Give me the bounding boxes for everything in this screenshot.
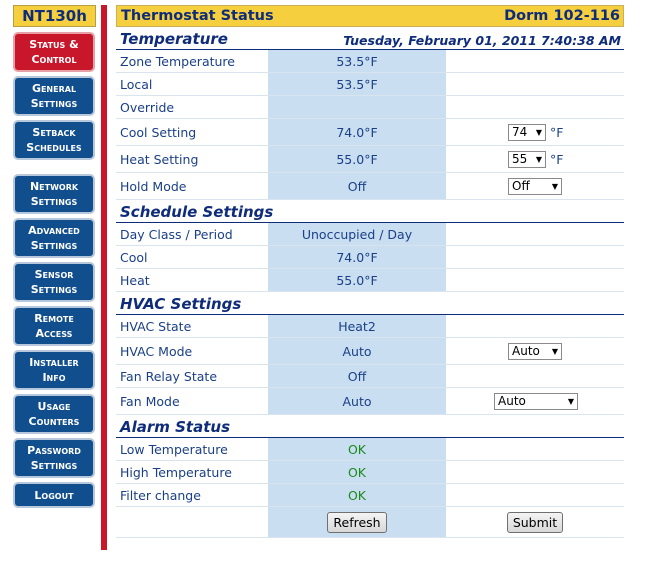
unit-label: °F	[550, 124, 564, 140]
row-value	[268, 96, 446, 118]
row-value: Off	[268, 365, 446, 387]
row-label: Heat Setting	[120, 151, 199, 167]
dropdown-arrow-icon: ▼	[535, 154, 542, 164]
row-value: Off	[268, 173, 446, 199]
refresh-button[interactable]: Refresh	[327, 512, 386, 533]
row-control	[446, 269, 624, 291]
submit-button[interactable]: Submit	[507, 512, 563, 533]
row-override	[116, 96, 624, 119]
row-cool-setting	[116, 119, 624, 146]
row-label: Filter change	[120, 487, 201, 503]
row-label: HVAC State	[120, 318, 192, 334]
row-hvac-state	[116, 315, 624, 338]
nav-label: Status & Control	[29, 38, 79, 66]
nav-label: Setback Schedules	[26, 126, 82, 154]
row-day-class	[116, 223, 624, 246]
row-label: Day Class / Period	[120, 226, 233, 242]
main-panel	[116, 5, 624, 538]
nav-usage-counters[interactable]	[13, 394, 95, 434]
unit-label: °F	[550, 151, 564, 167]
row-label: High Temperature	[120, 464, 232, 480]
nav-label: General Settings	[30, 82, 78, 110]
nav-logout[interactable]	[13, 482, 95, 508]
select-value: Auto	[512, 344, 540, 358]
nav-general-settings[interactable]	[13, 76, 95, 116]
row-label: Fan Relay State	[120, 368, 218, 384]
nav-label: Usage Counters	[28, 400, 80, 428]
dropdown-arrow-icon: ▼	[567, 396, 574, 406]
row-low-temperature	[116, 438, 624, 461]
section-title: Temperature	[120, 30, 228, 48]
hold-mode-select[interactable]	[508, 178, 562, 195]
nav-installer-info[interactable]	[13, 350, 95, 390]
row-hold-mode	[116, 173, 624, 200]
status-ok: OK	[268, 484, 446, 506]
row-label: Cool Setting	[120, 124, 197, 140]
refresh-cell	[268, 507, 446, 537]
row-control	[446, 146, 624, 172]
section-title: Schedule Settings	[120, 203, 274, 221]
row-heat-setting	[116, 146, 624, 173]
title-bar	[116, 5, 624, 27]
row-control	[446, 365, 624, 387]
row-value: Heat2	[268, 315, 446, 337]
section-temperature	[116, 27, 624, 50]
row-control	[446, 461, 624, 483]
device-name: NT130h	[13, 5, 96, 27]
row-label: HVAC Mode	[120, 343, 193, 359]
heat-setpoint-select[interactable]	[508, 151, 546, 168]
section-schedule	[116, 200, 624, 223]
row-fan-mode	[116, 388, 624, 415]
divider-bar	[101, 5, 107, 550]
row-control	[446, 173, 624, 199]
row-control	[446, 388, 624, 414]
nav-label: Sensor Settings	[30, 268, 78, 296]
select-value: 74	[512, 125, 528, 139]
nav-status-control[interactable]	[13, 32, 95, 72]
nav-label: Advanced Settings	[28, 224, 80, 252]
row-value: 74.0°F	[268, 246, 446, 268]
row-label: Zone Temperature	[120, 53, 235, 69]
nav-remote-access[interactable]	[13, 306, 95, 346]
row-value: Unoccupied / Day	[268, 223, 446, 245]
row-label: Local	[120, 76, 153, 92]
row-schedule-heat	[116, 269, 624, 292]
row-control	[446, 246, 624, 268]
status-ok: OK	[268, 438, 446, 460]
row-actions	[116, 507, 624, 537]
nav-network-settings[interactable]	[13, 174, 95, 214]
submit-cell	[446, 507, 624, 537]
section-alarm	[116, 415, 624, 438]
row-high-temperature	[116, 461, 624, 484]
row-schedule-cool	[116, 246, 624, 269]
row-control	[446, 223, 624, 245]
nav-label: Installer Info	[29, 356, 79, 384]
row-label	[116, 507, 268, 537]
row-hvac-mode	[116, 338, 624, 365]
row-filter-change	[116, 484, 624, 507]
page-title: Thermostat Status	[121, 8, 274, 24]
hvac-mode-select[interactable]	[508, 343, 562, 360]
section-title: HVAC Settings	[120, 295, 242, 313]
row-label: Override	[120, 99, 175, 115]
row-control	[446, 96, 624, 118]
cool-setpoint-select[interactable]	[508, 124, 546, 141]
nav-setback-schedules[interactable]	[13, 120, 95, 160]
row-control	[446, 73, 624, 95]
dropdown-arrow-icon: ▼	[535, 127, 542, 137]
row-zone-temperature	[116, 50, 624, 73]
fan-mode-select[interactable]	[494, 393, 578, 410]
nav-sensor-settings[interactable]	[13, 262, 95, 302]
row-value: Auto	[268, 388, 446, 414]
row-value: 53.5°F	[268, 73, 446, 95]
select-value: 55	[512, 152, 528, 166]
row-label: Heat	[120, 272, 150, 288]
row-value: 55.0°F	[268, 146, 446, 172]
datetime: Tuesday, February 01, 2011 7:40:38 AM	[343, 33, 621, 48]
dropdown-arrow-icon: ▼	[551, 346, 558, 356]
row-control	[446, 119, 624, 145]
bottom-divider	[116, 537, 624, 538]
nav-password-settings[interactable]	[13, 438, 95, 478]
nav-label: Password Settings	[27, 444, 81, 472]
row-control	[446, 438, 624, 460]
row-control	[446, 484, 624, 506]
row-value: 74.0°F	[268, 119, 446, 145]
status-ok: OK	[268, 461, 446, 483]
row-control	[446, 50, 624, 72]
row-label: Hold Mode	[120, 178, 187, 194]
nav-advanced-settings[interactable]	[13, 218, 95, 258]
dropdown-arrow-icon: ▼	[551, 181, 558, 191]
nav-label: Logout	[34, 488, 74, 502]
nav-label: Remote Access	[34, 312, 74, 340]
section-title: Alarm Status	[120, 418, 230, 436]
row-value: 53.5°F	[268, 50, 446, 72]
row-label: Cool	[120, 249, 148, 265]
row-control	[446, 338, 624, 364]
row-value: 55.0°F	[268, 269, 446, 291]
select-value: Auto	[498, 394, 526, 408]
row-label: Fan Mode	[120, 393, 180, 409]
row-fan-relay	[116, 365, 624, 388]
select-value: Off	[512, 179, 530, 193]
row-local	[116, 73, 624, 96]
nav-label: Network Settings	[29, 180, 79, 208]
row-value: Auto	[268, 338, 446, 364]
location-label: Dorm 102-116	[504, 8, 620, 24]
row-control	[446, 315, 624, 337]
section-hvac	[116, 292, 624, 315]
row-label: Low Temperature	[120, 441, 228, 457]
